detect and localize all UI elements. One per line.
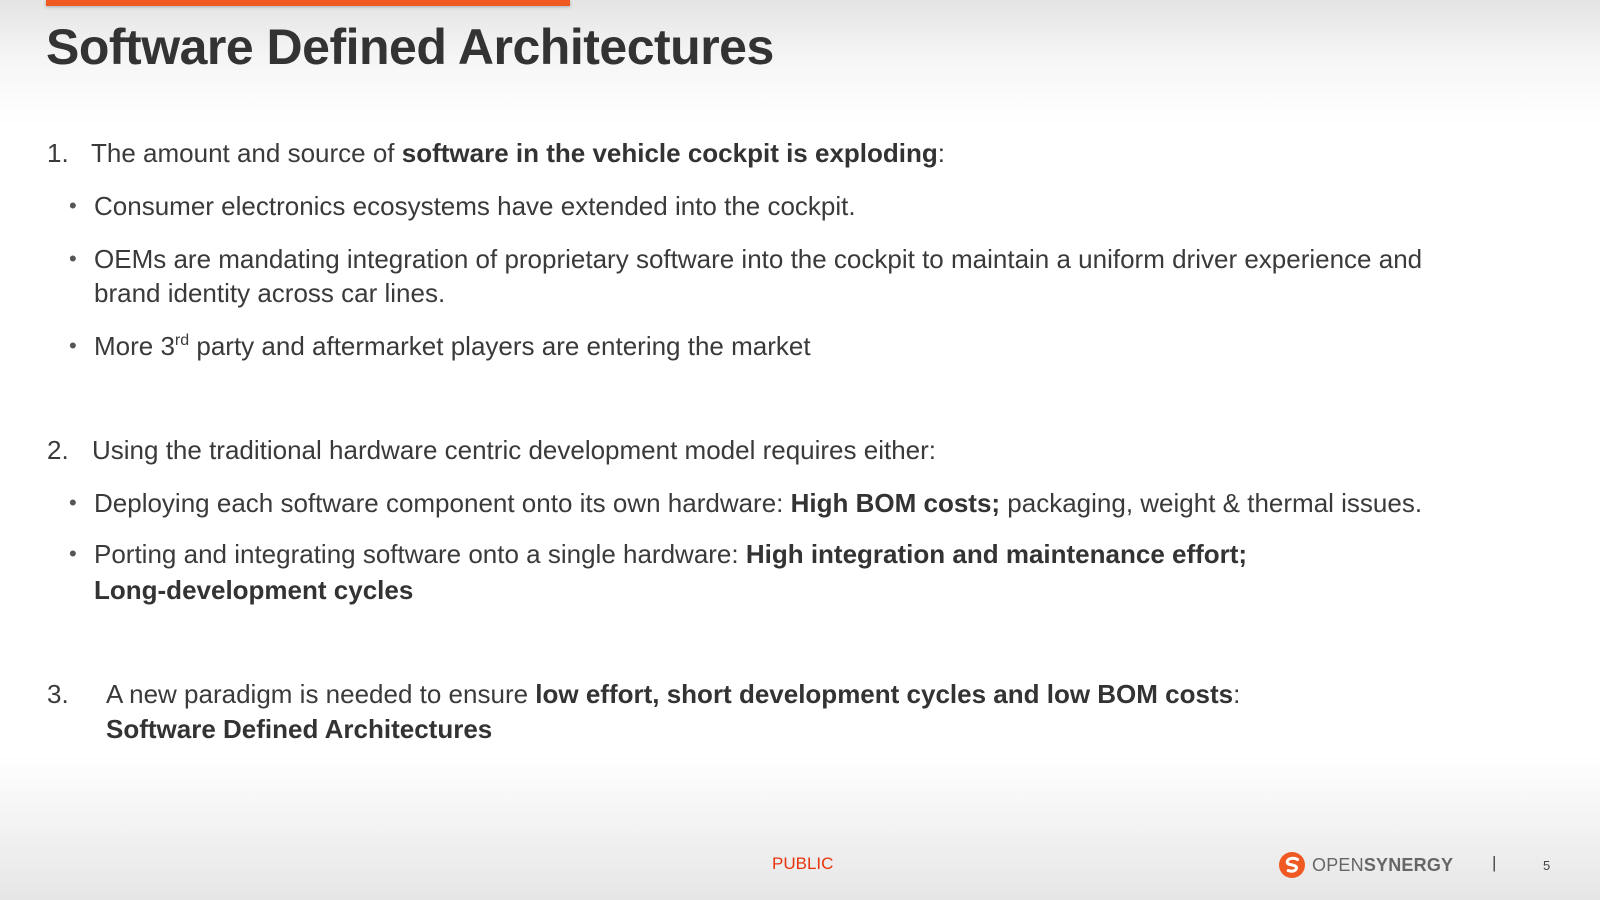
- ordinal-superscript: rd: [174, 332, 190, 349]
- page-number: 5: [1543, 858, 1551, 873]
- bullet-dot: •: [69, 541, 77, 566]
- section-1-number: 1.: [47, 138, 69, 168]
- section-1-text: The amount and source of: [91, 138, 402, 168]
- bullet-dot: •: [69, 193, 77, 218]
- bullet-bold: High integration and maintenance effort;: [745, 539, 1248, 569]
- logo-wordmark: [1312, 855, 1453, 876]
- classification-label: PUBLIC: [772, 854, 834, 873]
- section-1-bullet-3: [94, 330, 811, 362]
- section-3-conclusion: Software Defined Architectures: [106, 714, 493, 744]
- bullet-dot: •: [69, 246, 77, 271]
- section-1-bullet-1: Consumer electronics ecosystems have extended into the cockpit.: [94, 191, 856, 221]
- section-2-heading: Using the traditional hardware centric development model requires either:: [92, 435, 936, 465]
- section-2-bullet-2-line-2: [94, 574, 413, 606]
- section-3-bold: low effort, short development cycles and low BOM costs: [535, 679, 1234, 709]
- opensynergy-logo-icon: [1278, 851, 1306, 879]
- bullet-text: Porting and integrating software onto a single hardware:: [94, 539, 746, 569]
- title-accent-bar: [46, 0, 570, 6]
- section-2-number: 2.: [47, 435, 69, 465]
- bullet-3-text-end: party and aftermarket players are entering the market: [189, 331, 811, 361]
- bullet-dot: •: [69, 490, 77, 515]
- bullet-bold: High BOM costs;: [790, 488, 1001, 518]
- bullet-text-end: packaging, weight & thermal issues.: [1000, 488, 1423, 518]
- bullet-3-text-start: More 3: [94, 331, 175, 361]
- section-3-colon: :: [1233, 679, 1241, 709]
- section-1-bold: software in the vehicle cockpit is exploding: [401, 138, 938, 168]
- bullet-dot: •: [69, 333, 77, 358]
- section-3-heading: [106, 678, 1240, 710]
- section-1-colon: :: [937, 138, 946, 168]
- footer-separator: |: [1492, 853, 1497, 872]
- section-3-line-2: [106, 713, 492, 745]
- logo-open: OPEN: [1312, 854, 1364, 875]
- opensynergy-logo: [1278, 851, 1453, 879]
- section-1-heading: [91, 137, 945, 169]
- section-2-bullet-1: [94, 487, 1422, 519]
- slide-title: Software Defined Architectures: [46, 19, 774, 75]
- bullet-bold-line-2: Long-development cycles: [94, 575, 414, 605]
- logo-synergy: SYNERGY: [1363, 854, 1454, 875]
- section-2-bullet-2-line-1: [94, 538, 1247, 570]
- section-1-bullet-2-line-2: brand identity across car lines.: [94, 278, 446, 308]
- section-3-number: 3.: [47, 679, 69, 709]
- bullet-text: Deploying each software component onto its own hardware:: [94, 488, 791, 518]
- section-3-text: A new paradigm is needed to ensure: [106, 679, 536, 709]
- section-1-bullet-2-line-1: OEMs are mandating integration of proprietary software into the cockpit to maintain a uniform driver experience and: [94, 244, 1423, 274]
